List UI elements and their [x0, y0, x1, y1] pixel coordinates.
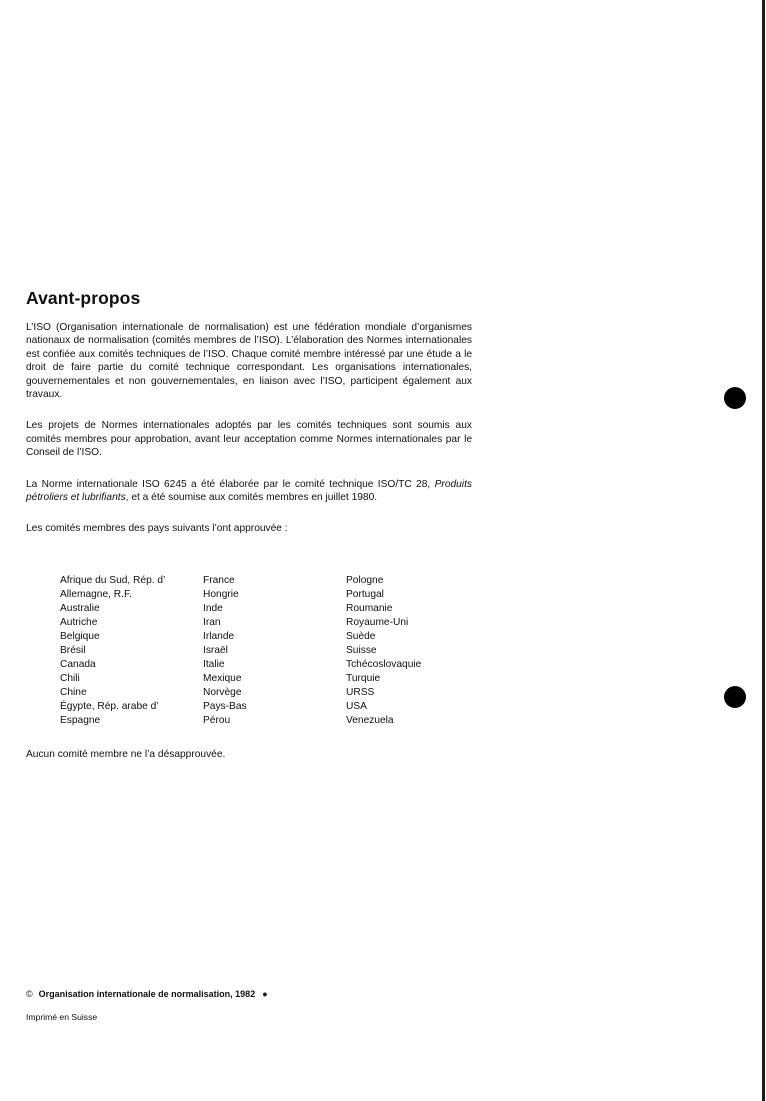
country-name: Espagne — [60, 715, 101, 726]
paragraph-standard-origin-end: , et a été soumise aux comités membres en juillet 1980. — [125, 492, 378, 504]
country-row — [60, 588, 421, 602]
country-name: Norvège — [203, 687, 242, 698]
country-name: Hongrie — [203, 589, 239, 600]
country-row — [60, 616, 421, 630]
copyright-text: Organisation internationale de normalisation, 1982 — [38, 989, 256, 999]
country-name: Roumanie — [346, 603, 393, 614]
country-row — [60, 574, 421, 588]
country-name: URSS — [346, 687, 375, 698]
country-name: Iran — [203, 617, 221, 628]
country-name: Turquie — [346, 673, 381, 684]
copyright-symbol: © — [26, 989, 33, 999]
country-name: Chili — [60, 673, 80, 684]
country-name: Allemagne, R.F. — [60, 589, 132, 600]
country-row — [60, 714, 421, 728]
country-name: Brésil — [60, 645, 86, 656]
country-name: Belgique — [60, 631, 100, 642]
country-name: Afrique du Sud, Rép. d’ — [60, 575, 166, 586]
country-name: Venezuela — [346, 715, 394, 726]
punch-hole-bottom — [724, 686, 746, 708]
committee-name: Produits pétroliers et lubrifiants — [26, 478, 472, 504]
country-name: Inde — [203, 603, 223, 614]
punch-hole-top — [724, 387, 746, 409]
country-name: Chine — [60, 687, 87, 698]
country-name: Pologne — [346, 575, 384, 586]
country-name: Autriche — [60, 617, 98, 628]
country-name: Canada — [60, 659, 96, 670]
foreword-section — [26, 288, 472, 536]
country-row — [60, 672, 421, 686]
paragraph-approval-process: Les projets de Normes internationales adoptés par les comités techniques sont soumis aux comités membres pour approbation, avant leur acceptation comme Normes internationales par le Conseil de l’ISO. — [26, 420, 472, 459]
copyright-line — [26, 989, 268, 999]
country-name: Suède — [346, 631, 376, 642]
country-name: Irlande — [203, 631, 235, 642]
no-disapproval-note: Aucun comité membre ne l’a désapprouvée. — [26, 749, 226, 760]
country-row — [60, 644, 421, 658]
country-name: Portugal — [346, 589, 384, 600]
country-name: USA — [346, 701, 367, 712]
country-row — [60, 630, 421, 644]
country-name: Italie — [203, 659, 225, 670]
approval-intro: Les comités membres des pays suivants l’ont approuvée : — [26, 523, 288, 535]
country-name: Australie — [60, 603, 100, 614]
paragraph-standard-origin-start: La Norme internationale ISO 6245 a été élaborée par le comité technique ISO/TC 28, — [26, 478, 435, 490]
country-name: Pays-Bas — [203, 701, 247, 712]
approving-countries-table — [60, 574, 421, 728]
printed-in-note: Imprimé en Suisse — [26, 1012, 98, 1022]
country-name: Israël — [203, 645, 228, 656]
page-edge-rule — [762, 0, 765, 1101]
country-name: Suisse — [346, 645, 377, 656]
country-name: Royaume-Uni — [346, 617, 409, 628]
country-name: Pérou — [203, 715, 231, 726]
paragraph-iso-intro: L’ISO (Organisation internationale de normalisation) est une fédération mondiale d’organismes nationaux de normalisation (comités membres de l’ISO). L’élaboration des Normes internationales est confiée aux comités techniques de l’ISO. Chaque comité membre intéressé par une étude a le droit de faire partie du comité technique correspondant. Les organisations internationales, gouvernementales et non gouvernementales, en liaison avec l’ISO, participent également aux travaux. — [26, 322, 472, 401]
bullet-mark: ● — [262, 989, 268, 999]
country-name: Mexique — [203, 673, 242, 684]
country-name: France — [203, 575, 235, 586]
country-name: Tchécoslovaquie — [346, 659, 422, 670]
country-row — [60, 700, 421, 714]
country-row — [60, 658, 421, 672]
page-title: Avant-propos — [26, 288, 141, 308]
country-name: Égypte, Rép. arabe d’ — [60, 701, 159, 712]
paragraph-standard-origin — [26, 478, 472, 505]
country-row — [60, 602, 421, 616]
country-row — [60, 686, 421, 700]
